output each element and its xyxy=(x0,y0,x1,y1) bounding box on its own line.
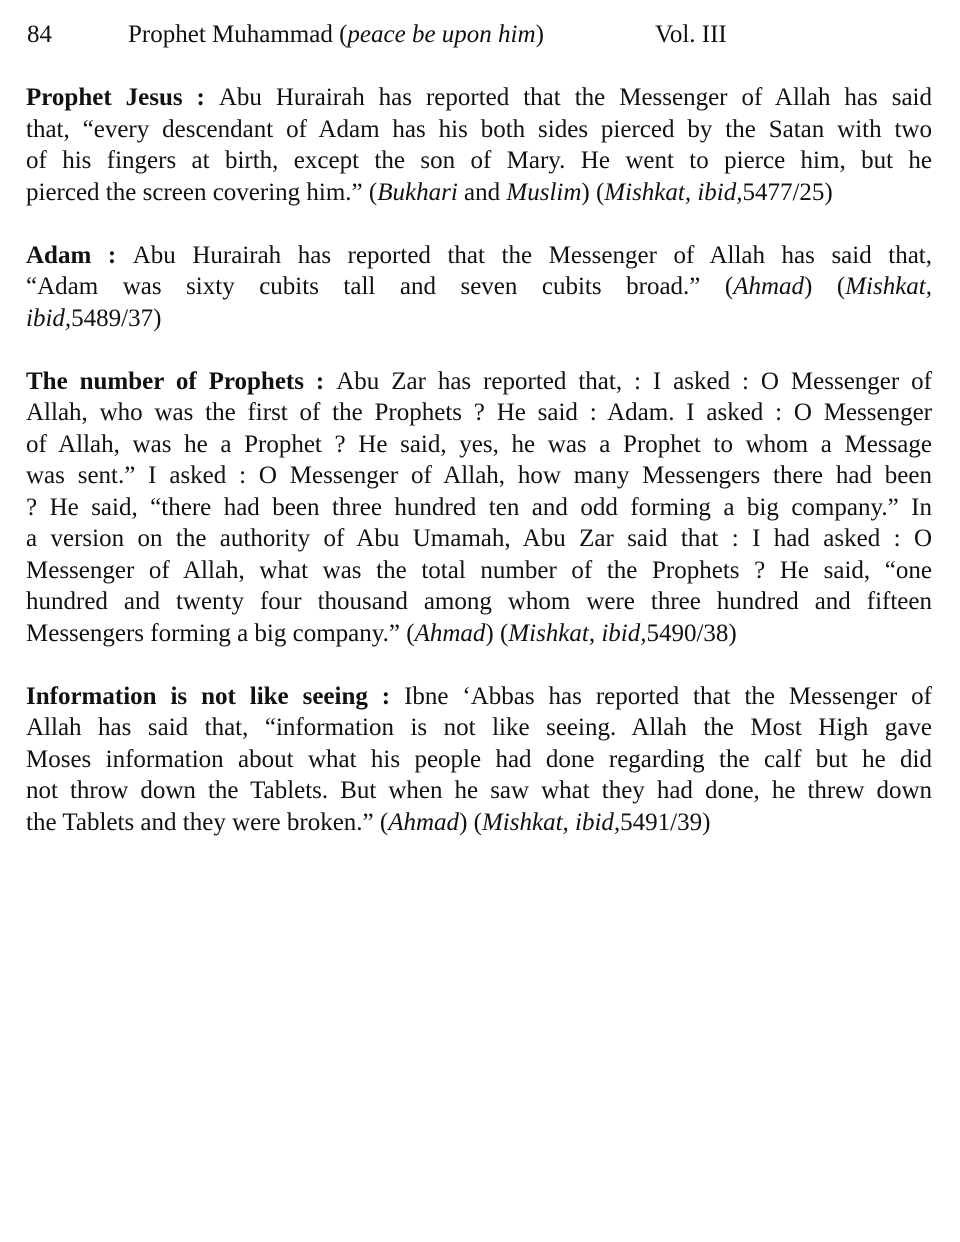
body-text: and xyxy=(457,178,507,206)
body-text: pierced the screen covering him.” ( xyxy=(26,178,378,206)
paragraph-prophet-jesus xyxy=(26,82,932,208)
text-line xyxy=(26,114,932,146)
citation-italic: Ahmad xyxy=(388,808,460,836)
section-heading: Information is not like seeing : xyxy=(26,682,405,710)
text-line xyxy=(26,775,932,807)
citation-italic: Bukhari xyxy=(377,178,458,206)
volume-label: Vol. III xyxy=(655,21,727,48)
citation-italic: Mishkat, ibid, xyxy=(508,619,647,647)
body-text: Abu Zar has reported that, : I asked : O Messenger of xyxy=(336,367,932,395)
body-text: Moses information about what his people had done regarding the calf but he did xyxy=(26,745,932,773)
body-text: that, “every descendant of Adam has his both sides pierced by the Satan with two xyxy=(26,115,932,143)
text-line xyxy=(26,555,932,587)
citation-italic: Ahmad xyxy=(733,273,805,300)
body-text: Messenger of Allah, what was the total number of the Prophets ? He said, “one xyxy=(26,556,932,584)
text-line xyxy=(26,586,932,618)
body-text: ) ( xyxy=(581,178,605,206)
text-line xyxy=(26,366,932,398)
text-line xyxy=(26,807,932,839)
section-heading: Prophet Jesus : xyxy=(26,84,219,111)
section-heading: Adam : xyxy=(26,241,133,269)
citation-italic: ibid, xyxy=(26,304,72,332)
text-line xyxy=(26,145,932,177)
text-line xyxy=(26,240,932,272)
citation-italic: Ahmad xyxy=(414,619,486,647)
section-heading: The number of Prophets : xyxy=(26,367,337,395)
body-text: 5490/38) xyxy=(646,619,737,647)
page-number: 84 xyxy=(27,21,52,48)
text-line xyxy=(26,618,932,650)
body-text: the Tablets and they were broken.” ( xyxy=(26,808,389,836)
citation-italic: Mishkat, xyxy=(845,273,932,300)
body-text: ) ( xyxy=(804,273,846,300)
title-italic: peace be upon him xyxy=(347,21,536,48)
paragraph-adam xyxy=(26,240,932,335)
running-title xyxy=(128,18,544,52)
title-suffix: ) xyxy=(535,21,544,48)
body-text: ) ( xyxy=(485,619,509,647)
title-prefix: Prophet Muhammad ( xyxy=(128,21,348,48)
text-line xyxy=(26,303,932,335)
body-text: Allah, who was the first of the Prophets ? He said : Adam. I asked : O Messenger xyxy=(26,399,932,426)
text-line xyxy=(26,492,932,524)
body-text: “Adam was sixty cubits tall and seven cubits broad.” ( xyxy=(26,273,734,300)
text-line xyxy=(26,397,932,429)
page-body xyxy=(26,82,932,870)
body-text: not throw down the Tablets. But when he saw what they had done, he threw down xyxy=(26,777,932,804)
body-text: Messengers forming a big company.” ( xyxy=(26,619,415,647)
text-line xyxy=(26,82,932,114)
text-line xyxy=(26,681,932,713)
body-text: 5491/39) xyxy=(620,808,711,836)
body-text: ? He said, “there had been three hundred ten and odd forming a big company.” In xyxy=(26,493,932,521)
citation-italic: Mishkat, ibid, xyxy=(604,178,743,206)
citation-italic: Mishkat, ibid, xyxy=(481,808,621,836)
body-text: ) ( xyxy=(459,808,482,836)
text-line xyxy=(26,523,932,555)
body-text: 5489/37) xyxy=(71,304,162,332)
text-line xyxy=(26,712,932,744)
paragraph-information-not-like-seeing xyxy=(26,681,932,839)
body-text: Ibne ‘Abbas has reported that the Messenger of xyxy=(404,682,932,710)
body-text: Abu Hurairah has reported that the Messenger of Allah has said xyxy=(218,84,932,111)
body-text: a version on the authority of Abu Umamah, Abu Zar said that : I had asked : O xyxy=(26,525,932,552)
citation-italic: Muslim xyxy=(506,178,582,206)
text-line xyxy=(26,177,932,209)
body-text: of his fingers at birth, except the son of Mary. He went to pierce him, but he xyxy=(26,147,932,174)
paragraph-number-of-prophets xyxy=(26,366,932,650)
text-line xyxy=(26,271,932,303)
body-text: Allah has said that, “information is not like seeing. Allah the Most High gave xyxy=(26,714,932,741)
body-text: hundred and twenty four thousand among whom were three hundred and fifteen xyxy=(26,588,932,615)
text-line xyxy=(26,744,932,776)
body-text: of Allah, was he a Prophet ? He said, yes, he was a Prophet to whom a Message xyxy=(26,430,932,458)
text-line xyxy=(26,429,932,461)
body-text: 5477/25) xyxy=(742,178,833,206)
body-text: Abu Hurairah has reported that the Messenger of Allah has said that, xyxy=(132,241,933,269)
text-line xyxy=(26,460,932,492)
body-text: was sent.” I asked : O Messenger of Allah, how many Messengers there had been xyxy=(26,462,932,489)
